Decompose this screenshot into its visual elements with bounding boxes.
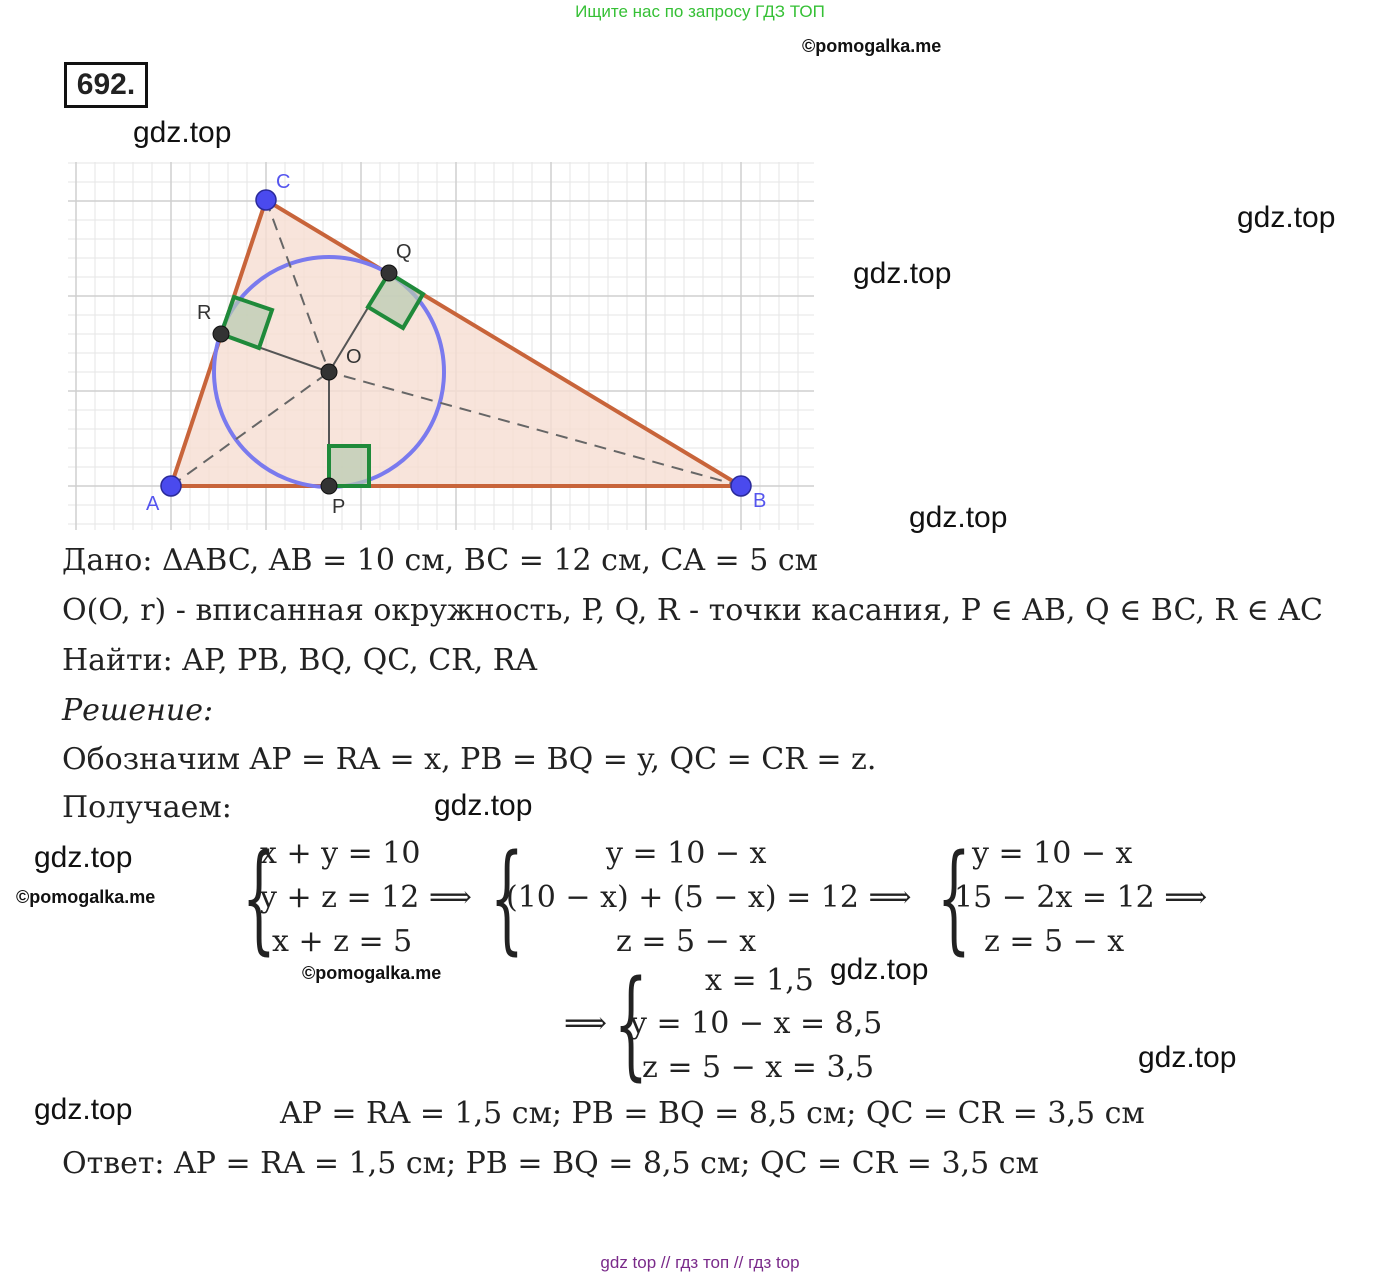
system2-eq1: y = 10 − x [606,836,767,871]
watermark: gdz.top [1138,1041,1237,1074]
label-p: P [332,496,346,518]
watermark: gdz.top [853,257,952,290]
watermark: gdz.top [830,953,929,986]
result-line: AP = RA = 1,5 см; PB = BQ = 8,5 см; QC = CR = 3,5 см [280,1096,1145,1131]
system-brace: { [614,954,648,1092]
footer-links: gdz top // гдз топ // гдз top [600,1253,800,1272]
system4-eq3: z = 5 − x = 3,5 [642,1050,875,1085]
watermark: gdz.top [34,841,133,874]
watermark: gdz.top [133,116,232,149]
copyright-label: ©pomogalka.me [302,963,442,983]
system-brace: { [490,828,524,966]
solution-heading: Решение: [62,693,214,728]
denote-line: Обозначим AP = RA = x, PB = BQ = y, QC = CR = z. [62,742,877,777]
system4-eq1: x = 1,5 [705,963,814,998]
watermark: gdz.top [1237,201,1336,234]
watermark: gdz.top [909,501,1008,534]
get-line: Получаем: [62,790,232,825]
watermark: gdz.top [34,1093,133,1126]
system3-eq3: z = 5 − x [984,924,1125,959]
label-c: C [276,171,291,193]
copyright-label: ©pomogalka.me [802,36,942,56]
label-b: B [753,490,767,512]
label-a: A [146,493,160,515]
system2-eq2: (10 − x) + (5 − x) = 12 ⟹ [506,880,912,915]
system-brace: { [937,828,971,966]
answer-line: Ответ: AP = RA = 1,5 см; PB = BQ = 8,5 см; QC = CR = 3,5 см [62,1146,1039,1181]
system3-eq1: y = 10 − x [972,836,1133,871]
system4-eq2: y = 10 − x = 8,5 [630,1006,883,1041]
copyright-label: ©pomogalka.me [16,887,156,907]
system-brace: { [242,828,276,966]
label-q: Q [396,241,412,263]
implies-arrow: ⟹ [564,1006,608,1041]
label-r: R [197,302,212,324]
system1-eq3: x + z = 5 [272,924,413,959]
given-line: Дано: ΔABC, AB = 10 см, BC = 12 см, CA = 5 см [62,543,818,578]
watermark: gdz.top [434,789,533,822]
problem-number: 692. [64,62,148,108]
label-o: O [346,346,362,368]
system2-eq3: z = 5 − x [616,924,757,959]
find-line: Найти: AP, PB, BQ, QC, CR, RA [62,643,538,678]
system1-eq1: x + y = 10 [260,836,421,871]
triangle-figure [62,160,818,534]
search-banner: Ищите нас по запросу ГДЗ ТОП [575,2,825,21]
system1-eq2: y + z = 12 ⟹ [260,880,472,915]
system3-eq2: 15 − 2x = 12 ⟹ [954,880,1208,915]
circle-line: O(O, r) - вписанная окружность, P, Q, R - точки касания, P ∈ AB, Q ∈ BC, R ∈ AC [62,593,1323,628]
